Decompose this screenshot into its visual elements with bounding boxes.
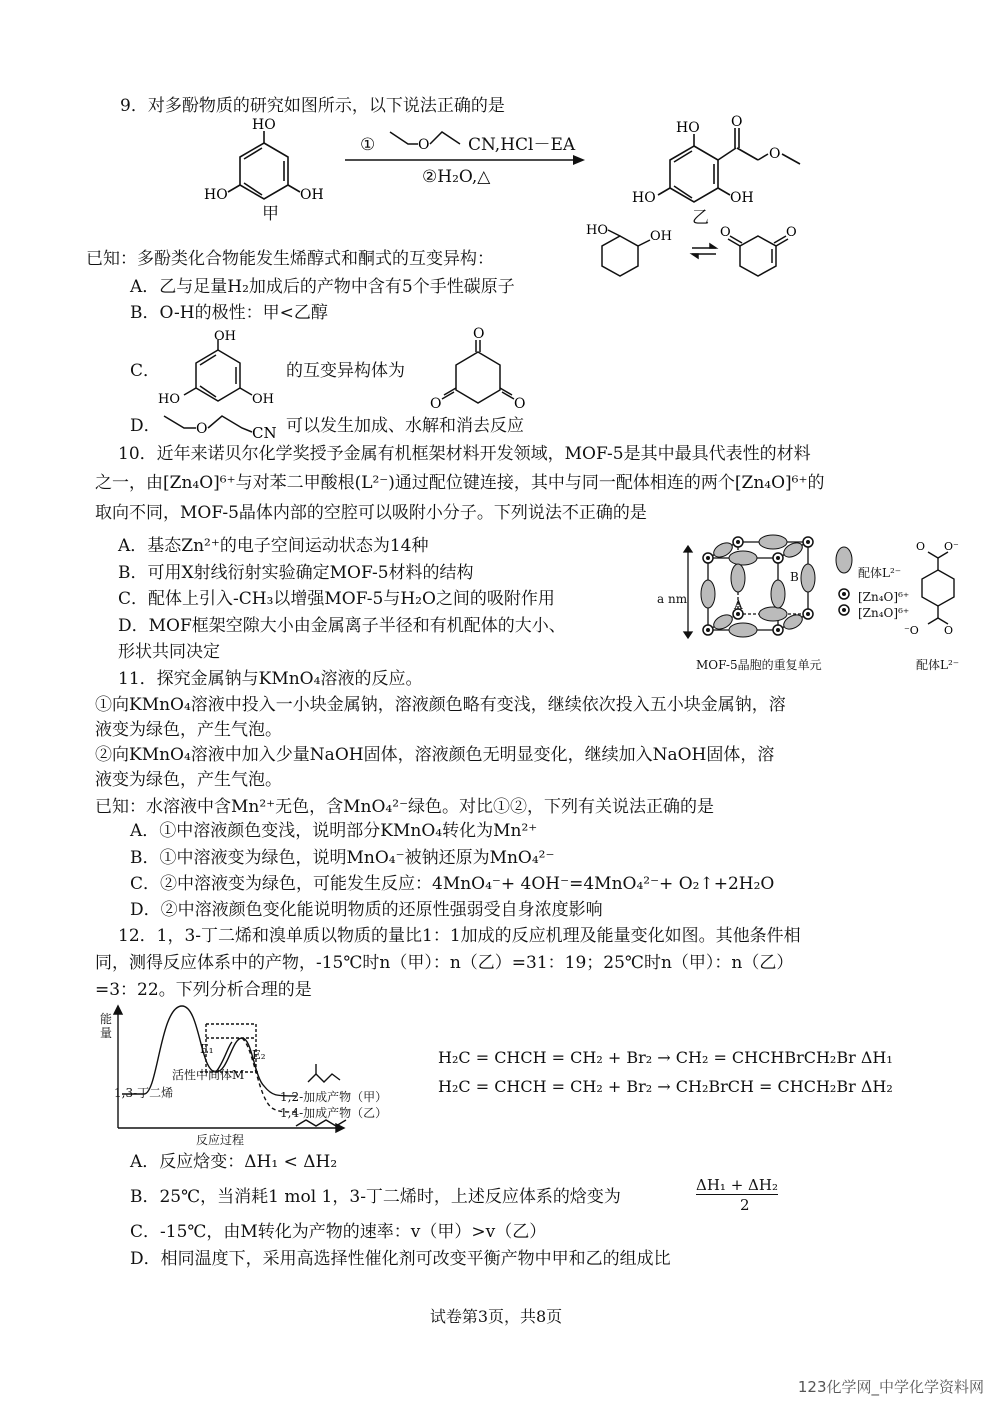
svg-text:O: O bbox=[944, 624, 954, 637]
svg-text:HO: HO bbox=[676, 120, 700, 136]
svg-text:OH: OH bbox=[730, 190, 754, 206]
q12-stem-line2: 同，测得反应体系中的产物，-15℃时n（甲）：n（乙）=31：19；25℃时n（甲）：n（乙） bbox=[95, 953, 794, 973]
cyclohexanetrione-structure bbox=[418, 326, 538, 418]
fig-product2-label: 1,4-加成产物（乙） bbox=[280, 1106, 388, 1120]
fig-intermediate-label: 活性中间体M bbox=[172, 1068, 245, 1082]
q12-stem-line1: 12．1，3-丁二烯和溴单质以物质的量比1：1加成的反应机理及能量变化如图。其他条件相 bbox=[118, 926, 801, 946]
svg-text:HO: HO bbox=[586, 223, 608, 238]
watermark: 123化学网_中学化学资料网 bbox=[797, 1378, 984, 1396]
svg-text:HO: HO bbox=[252, 117, 276, 133]
q12-option-d: D．相同温度下，采用高选择性催化剂可改变平衡产物中甲和乙的组成比 bbox=[130, 1249, 671, 1269]
svg-text:HO: HO bbox=[204, 187, 228, 203]
svg-text:HO: HO bbox=[632, 190, 656, 206]
reagent-2: ②H₂O,△ bbox=[422, 167, 491, 187]
q11-step1-line2: 液变为绿色，产生气泡。 bbox=[95, 720, 282, 740]
q12-stem-line3: =3：22。下列分析合理的是 bbox=[95, 980, 312, 1000]
fraction-numerator: ΔH₁ + ΔH₂ bbox=[696, 1176, 778, 1194]
q9-option-c-prefix: C． bbox=[130, 361, 161, 381]
q11-step2-line1: ②向KMnO₄溶液中加入少量NaOH固体，溶液颜色无明显变化，继续加入NaOH固体，溶 bbox=[95, 745, 775, 765]
phloroglucinol-structure bbox=[156, 328, 282, 414]
q11-known: 已知：水溶液中含Mn²⁺无色，含MnO₄²⁻绿色。对比①②，下列有关说法正确的是 bbox=[95, 797, 715, 817]
legend-cluster-1: [Zn₄O]⁶⁺ bbox=[858, 590, 910, 604]
q9-option-a: A．乙与足量H₂加成后的产物中含有5个手性碳原子 bbox=[130, 277, 515, 297]
svg-text:OH: OH bbox=[650, 229, 672, 244]
svg-text:OH: OH bbox=[252, 392, 274, 407]
svg-text:HO: HO bbox=[158, 392, 180, 407]
q9-option-d-prefix: D． bbox=[130, 416, 161, 436]
label-yi: 乙 bbox=[692, 208, 709, 228]
svg-text:CN: CN bbox=[252, 424, 277, 442]
q10-option-b: B．可用X射线衍射实验确定MOF-5材料的结构 bbox=[118, 563, 474, 583]
page-footer: 试卷第3页，共8页 bbox=[429, 1307, 563, 1326]
q9-option-c-middle: 的互变异构体为 bbox=[286, 361, 405, 381]
q9-option-b: B．O-H的极性：甲<乙醇 bbox=[130, 303, 328, 323]
q9-known: 已知：多酚类化合物能发生烯醇式和酮式的互变异构： bbox=[86, 249, 494, 269]
fig-e1-label: E₁ bbox=[200, 1042, 214, 1056]
tautomerism-structures bbox=[580, 222, 810, 278]
svg-text:OH: OH bbox=[214, 329, 236, 344]
fig-caption-ligand: 配体L²⁻ bbox=[916, 658, 960, 672]
q11-option-d: D．②中溶液颜色变化能说明物质的还原性强弱受自身浓度影响 bbox=[130, 900, 603, 920]
reagent-1: ① bbox=[360, 135, 376, 155]
methoxyacetonitrile-structure bbox=[160, 408, 284, 442]
svg-text:O: O bbox=[196, 421, 208, 437]
fig-e2-label: E₂ bbox=[252, 1048, 266, 1062]
label-jia: 甲 bbox=[262, 204, 279, 224]
compound-yi-structure bbox=[618, 112, 818, 224]
fig-a-label: a nm bbox=[657, 592, 688, 606]
fig-y-axis-label: 能量 bbox=[100, 1012, 113, 1040]
q10-option-d-line1: D．MOF框架空隙大小由金属离子半径和有机配体的大小、 bbox=[118, 616, 566, 636]
svg-text:O: O bbox=[473, 326, 485, 342]
reaction-arrow bbox=[345, 154, 585, 166]
q11-step1-line1: ①向KMnO₄溶液中投入一小块金属钠，溶液颜色略有变浅，继续依次投入五小块金属钠，溶 bbox=[95, 695, 786, 715]
svg-text:O: O bbox=[731, 114, 743, 130]
equation-1: H₂C = CHCH = CH₂ + Br₂ → CH₂ = CHCHBrCH₂Br ΔH₁ bbox=[438, 1048, 893, 1067]
fig-x-axis-label: 反应过程 bbox=[196, 1133, 245, 1147]
svg-text:O: O bbox=[720, 225, 731, 240]
svg-text:OH: OH bbox=[300, 187, 324, 203]
fig-reactant-label: 1,3-丁二烯 bbox=[114, 1086, 174, 1100]
q10-stem-line3: 取向不同，MOF-5晶体内部的空腔可以吸附小分子。下列说法不正确的是 bbox=[95, 503, 647, 523]
q10-option-d-line2: 形状共同决定 bbox=[118, 642, 220, 662]
q10-option-c: C．配体上引入-CH₃以增强MOF-5与H₂O之间的吸附作用 bbox=[118, 589, 555, 609]
q11-option-b: B．①中溶液变为绿色，说明MnO₄⁻被钠还原为MnO₄²⁻ bbox=[130, 848, 555, 868]
q12-option-a: A．反应焓变：ΔH₁ < ΔH₂ bbox=[130, 1152, 338, 1172]
svg-text:O: O bbox=[769, 146, 781, 162]
fig-site-a: A bbox=[734, 598, 743, 612]
fig-caption-mof5: MOF-5晶胞的重复单元 bbox=[696, 658, 822, 672]
q12-option-c: C．-15℃，由M转化为产物的速率：v（甲）>v（乙） bbox=[130, 1222, 547, 1242]
q11-stem: 11．探究金属钠与KMnO₄溶液的反应。 bbox=[118, 669, 423, 689]
q11-option-c: C．②中溶液变为绿色，可能发生反应：4MnO₄⁻+ 4OH⁻=4MnO₄²⁻+ O₂↑+2H₂O bbox=[130, 874, 775, 894]
reagent-1-text: CN,HCl－EA bbox=[468, 135, 576, 155]
equation-2: H₂C = CHCH = CH₂ + Br₂ → CH₂BrCH = CHCH₂Br ΔH₂ bbox=[438, 1077, 893, 1096]
svg-text:O: O bbox=[514, 396, 526, 412]
svg-text:O: O bbox=[418, 137, 430, 152]
q11-option-a: A．①中溶液颜色变浅，说明部分KMnO₄转化为Mn²⁺ bbox=[130, 821, 538, 841]
svg-text:O⁻: O⁻ bbox=[944, 540, 959, 553]
q10-option-a: A．基态Zn²⁺的电子空间运动状态为14种 bbox=[118, 536, 429, 556]
fig-site-b: B bbox=[790, 570, 799, 584]
svg-text:⁻O: ⁻O bbox=[904, 624, 919, 637]
fraction-denominator: 2 bbox=[740, 1196, 750, 1214]
legend-ligand: 配体L²⁻ bbox=[858, 566, 902, 580]
q12-option-b: B．25℃，当消耗1 mol 1，3-丁二烯时，上述反应体系的焓变为 bbox=[130, 1187, 621, 1207]
q11-step2-line2: 液变为绿色，产生气泡。 bbox=[95, 770, 282, 790]
svg-text:O: O bbox=[916, 540, 926, 553]
legend-cluster-2: [Zn₄O]⁶⁺ bbox=[858, 606, 910, 620]
methoxyacetonitrile-skeleton bbox=[386, 126, 466, 152]
q9-option-d-text: 可以发生加成、水解和消去反应 bbox=[286, 416, 524, 436]
svg-text:O: O bbox=[786, 225, 797, 240]
q9-stem: 9．对多酚物质的研究如图所示，以下说法正确的是 bbox=[120, 96, 505, 116]
q10-stem-line2: 之一，由[Zn₄O]⁶⁺与对苯二甲酸根(L²⁻)通过配位键连接，其中与同一配体相连的两个[Zn₄O]⁶⁺的 bbox=[95, 473, 825, 493]
q10-stem-line1: 10．近年来诺贝尔化学奖授予金属有机框架材料开发领域，MOF-5是其中最具代表性的材料 bbox=[118, 444, 811, 464]
fig-product1-label: 1,2-加成产物（甲） bbox=[280, 1090, 388, 1104]
svg-text:O: O bbox=[430, 396, 442, 412]
